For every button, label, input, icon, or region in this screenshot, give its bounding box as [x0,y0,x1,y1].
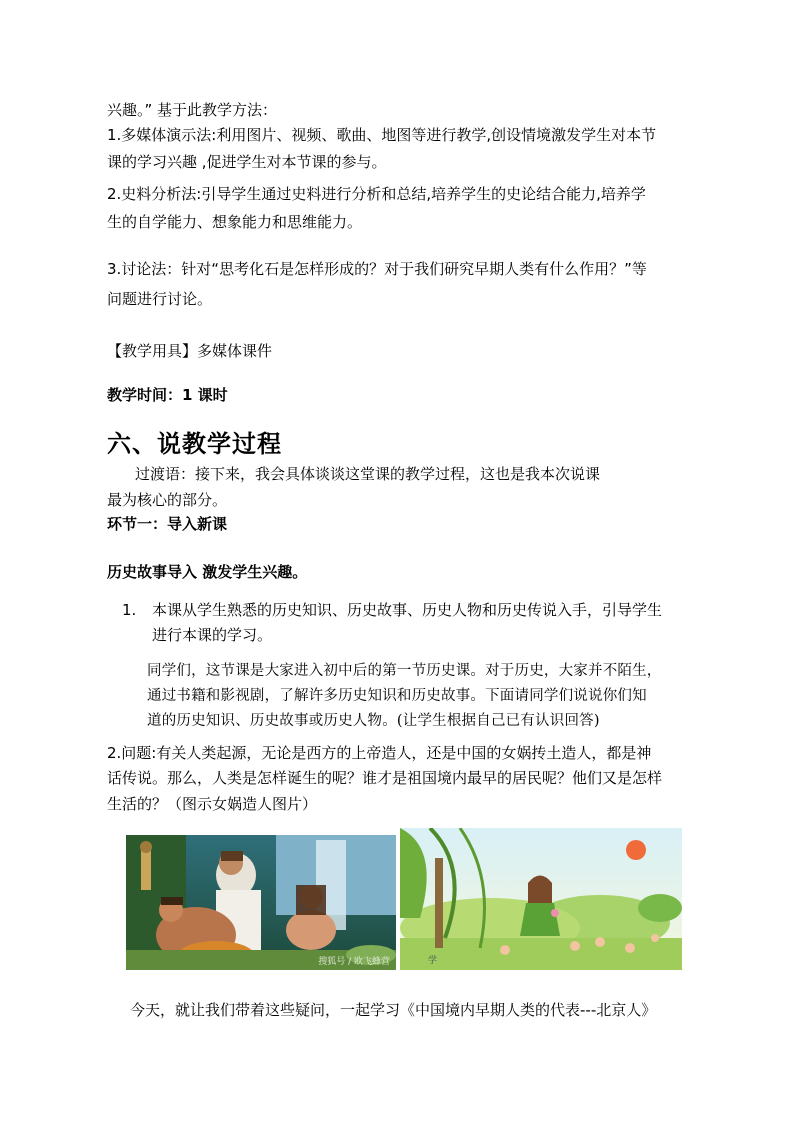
creation-illustration-left [126,835,396,970]
left-image-watermark: 搜狐号 / 欧飞蜂营 [318,957,390,967]
method-3-line-1: 3.讨论法：针对“思考化石是怎样形成的？对于我们研究早期人类有什么作用？”等 [107,260,647,278]
item-1-line-2: 进行本课的学习。 [152,626,273,644]
step-heading: 环节一：导入新课 [107,515,228,533]
item-1-number: 1. [122,601,137,619]
method-1-line-1: 1.多媒体演示法:利用图片、视频、歌曲、地图等进行教学,创设情境激发学生对本节 [107,126,657,144]
method-2-line-1: 2.史料分析法:引导学生通过史料进行分析和总结,培养学生的史论结合能力,培养学 [107,185,646,203]
item-2-line-2: 话传说。那么，人类是怎样诞生的呢？谁才是祖国境内最早的居民呢？他们又是怎样 [107,769,663,787]
sub-heading: 历史故事导入 激发学生兴趣。 [107,563,308,581]
nuwa-illustration-right [400,828,682,970]
item-2-line-3: 生活的？（图示女娲造人图片） [107,795,318,813]
method-1-line-2: 课的学习兴趣 ,促进学生对本节课的参与。 [107,153,387,171]
quote-line-2: 通过书籍和影视剧，了解许多历史知识和历史故事。下面请同学们说说你们知 [147,688,647,704]
quote-line-3: 道的历史知识、历史故事或历史人物。(让学生根据自己已有认识回答) [147,713,600,729]
transition-line-1: 过渡语：接下来，我会具体谈谈这堂课的教学过程，这也是我本次说课 [135,465,601,483]
item-2-line-1: 2.问题:有关人类起源，无论是西方的上帝造人，还是中国的女娲抟土造人，都是神 [107,744,652,762]
section-heading: 六、说教学过程 [107,430,282,458]
teaching-time: 教学时间：1 课时 [107,386,228,404]
teaching-tools: 【教学用具】多媒体课件 [107,342,273,360]
transition-line-2: 最为核心的部分。 [107,491,228,509]
right-image-watermark: 学 [428,956,438,966]
closing-line: 今天，就让我们带着这些疑问，一起学习《中国境内早期人类的代表---北京人》 [130,1001,657,1019]
method-2-line-2: 生的自学能力、想象能力和思维能力。 [107,213,363,231]
intro-line: 兴趣。” 基于此教学方法： [107,101,278,119]
method-3-line-2: 问题进行讨论。 [107,290,213,308]
quote-line-1: 同学们，这节课是大家进入初中后的第一节历史课。对于历史，大家并不陌生， [147,663,662,679]
item-1-line-1: 本课从学生熟悉的历史知识、历史故事、历史人物和历史传说入手，引导学生 [152,601,663,619]
